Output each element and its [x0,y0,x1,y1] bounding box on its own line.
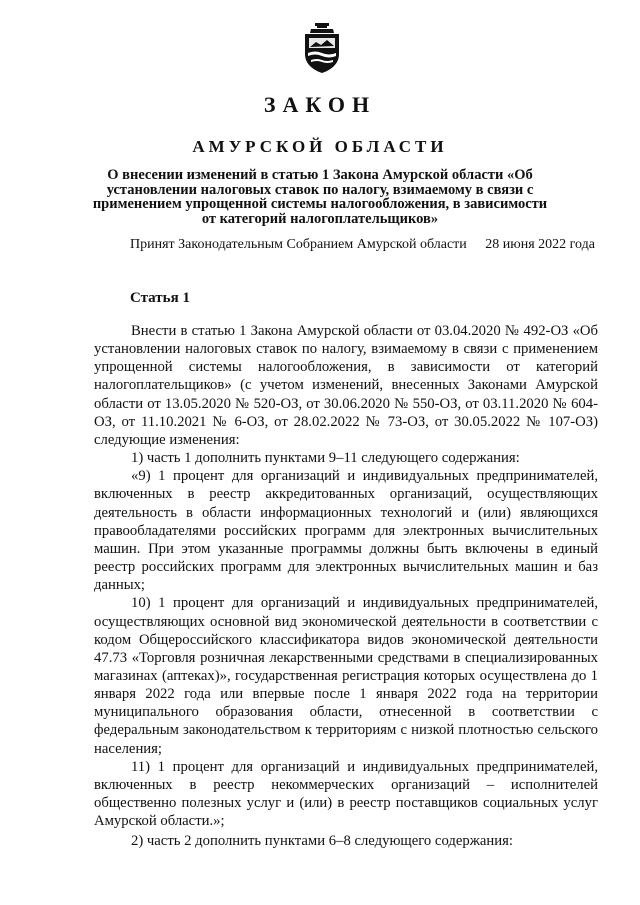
law-subject: О внесении изменений в статью 1 Закона Амурской области «Об установлении налоговых ставок по налогу, взимаемому в связи с применением упрощенной системы налогообложения, в зависимости от категорий налогоплательщиков» [92,167,548,227]
article-body [94,322,598,851]
article-heading: Статья 1 [130,290,190,306]
adopted-date: 28 июня 2022 года [485,237,595,252]
document-title: ЗАКОН [263,92,377,117]
adopted-by: Принят Законодательным Собранием Амурской области [130,237,467,252]
adoption-line [130,237,595,253]
paragraph-item-2: 2) часть 2 дополнить пунктами 6–8 следующего содержания: [131,833,513,850]
paragraph-item-1: 1) часть 1 дополнить пунктами 9–11 следующего содержания: [131,450,520,467]
paragraph-point-9: «9) 1 процент для организаций и индивидуальных предпринимателей, включенных в реестр аккредитованных организаций, осуществляющих деятельность в области информационных технологий и (или) являющихся правообладателями российских программ для электронных вычислительных машин. При этом указанные программы должны быть включены в единый реестр российских программ для электронных вычислительных машин и баз данных; [94,468,598,594]
region-title: АМУРСКОЙ ОБЛАСТИ [192,137,448,156]
paragraph-point-11: 11) 1 процент для организаций и индивидуальных предпринимателей, включенных в реестр некоммерческих организаций – исполнителей общественно полезных услуг и (или) в реестр поставщиков социальных услуг Амурской области.»; [94,758,598,830]
paragraph-intro: Внести в статью 1 Закона Амурской области от 03.04.2020 № 492-ОЗ «Об установлении налоговых ставок по налогу, взимаемому в связи с применением упрощенной системы налогообложения, в зависимости от категорий налогоплательщиков» (с учетом изменений, внесенных Законами Амурской области от 13.05.2020 № 520-ОЗ, от 30.06.2020 № 550-ОЗ, от 03.11.2020 № 604-ОЗ, от 11.10.2021 № 6-ОЗ, от 28.02.2022 № 73-ОЗ, от 30.05.2022 № 107-ОЗ) следующие изменения: [94,323,598,448]
paragraph-point-10: 10) 1 процент для организаций и индивидуальных предпринимателей, осуществляющих основной вид экономической деятельности в соответствии с кодом Общероссийского классификатора видов экономической деятельности 47.73 «Торговля розничная лекарственными средствами в специализированных магазинах (аптеках)», государственная регистрация которых осуществлена до 1 января 2022 года или впервые после 1 января 2022 года на территории муниципального образования области, отнесенной в соответствии с федеральным законодательством к территориям с низкой плотностью сельского населения; [94,595,598,757]
amur-region-emblem [302,22,342,74]
